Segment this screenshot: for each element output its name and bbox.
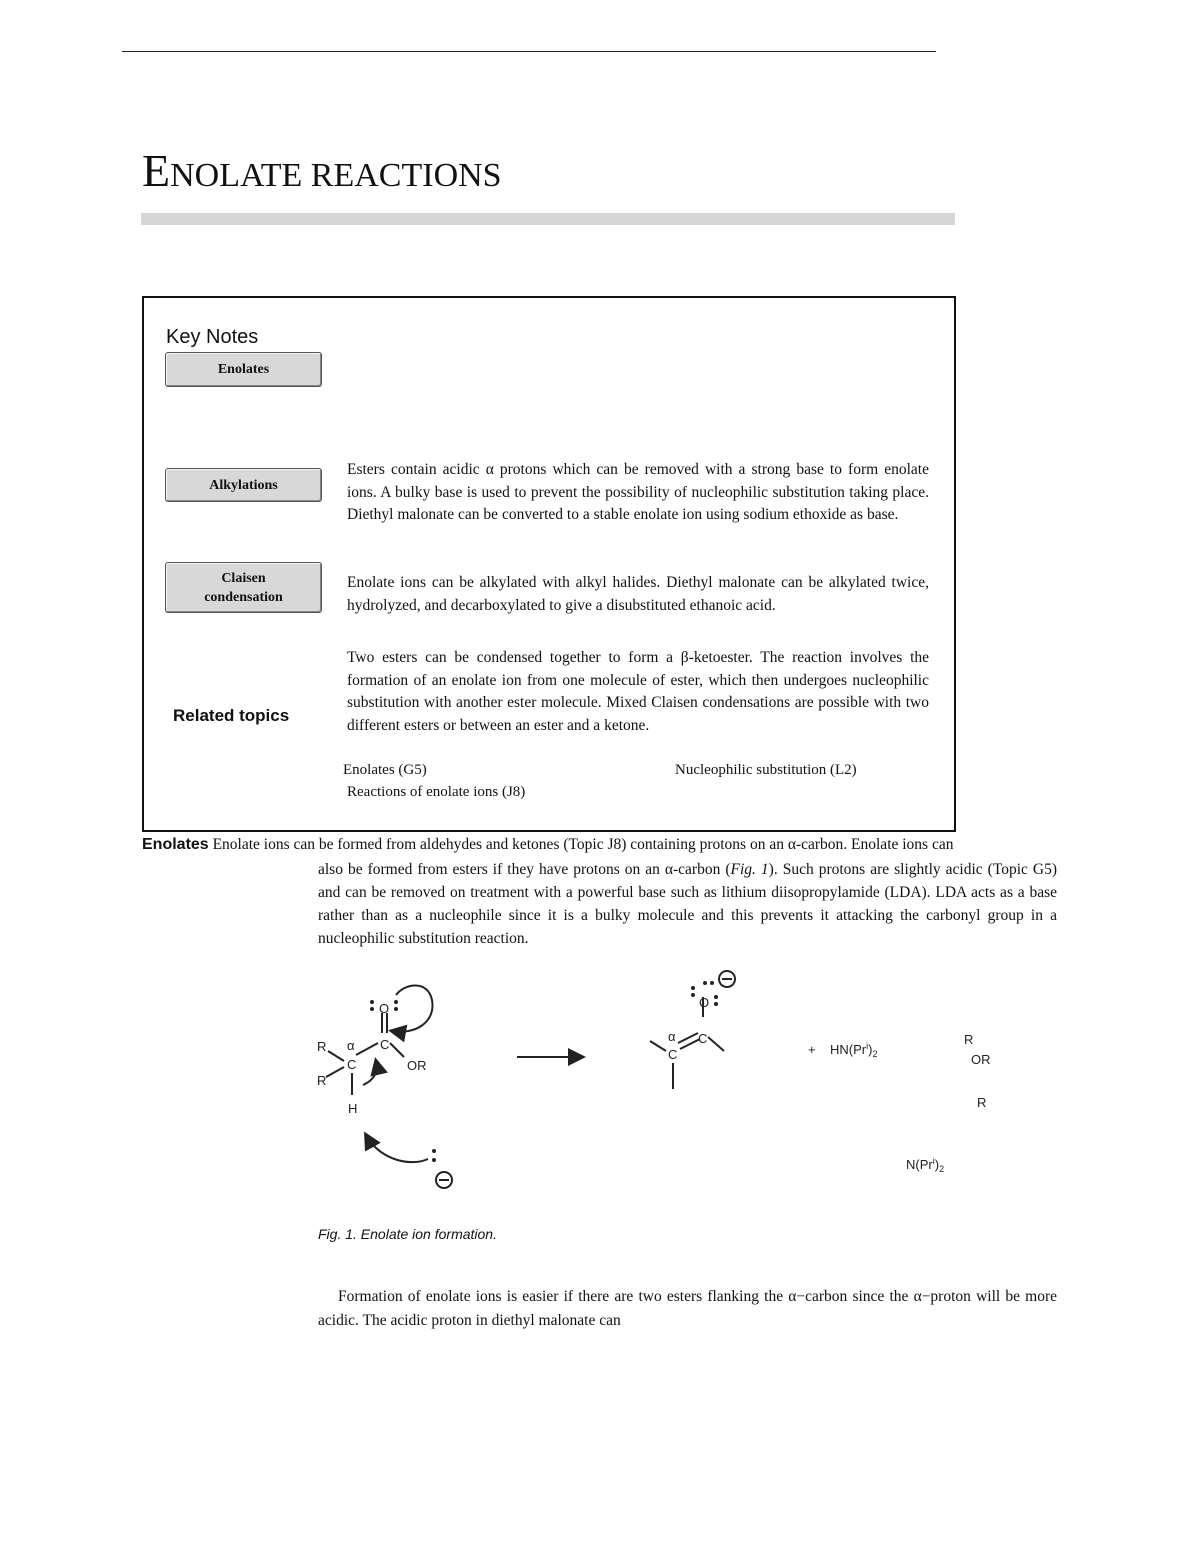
alkylations-button[interactable]: Alkylations	[165, 468, 322, 502]
bond	[708, 1037, 724, 1051]
enolates-button[interactable]: Enolates	[165, 352, 322, 387]
atom-label: C	[347, 1057, 357, 1072]
atom-label: C	[668, 1047, 678, 1062]
bond	[328, 1051, 344, 1061]
atom-label: R	[964, 1032, 974, 1047]
top-rule	[122, 51, 936, 52]
enolate-formation-figure	[300, 955, 1020, 1205]
bond	[650, 1041, 666, 1051]
atom-label: α	[668, 1029, 676, 1044]
page-title: ENOLATE REACTIONS	[142, 145, 502, 196]
section-lead-enolates: Enolates	[142, 836, 209, 853]
atom-label: R	[317, 1039, 327, 1054]
related-topic-link[interactable]: Nucleophilic substitution (L2)	[675, 762, 857, 778]
figure-reference[interactable]: Fig. 1	[730, 861, 769, 878]
body-paragraph: also be formed from esters if they have protons on an α-carbon (Fig. 1). Such protons are slightly acidic (Topic G5) and can be removed on treatment with a powerful base such as lithium diisopropylamide (LDA). LDA acts as a base rather than as a nucleophile since it is a bulky molecule and this prevents it attacking the carbonyl group in a nucleophilic substitution reaction.	[318, 861, 1057, 947]
note-enolates: Esters contain acidic α protons which can be removed with a strong base to form enolate ions. A bulky base is used to prevent the possibility of nucleophilic substitution taking place. Diethyl malonate can be converted to a stable enolate ion using sodium ethoxide as base.	[347, 461, 929, 523]
atom-label: H	[348, 1101, 358, 1116]
atom-label: O	[699, 995, 710, 1010]
related-topics-heading: Related topics	[173, 706, 290, 725]
atom-label: O	[379, 1001, 390, 1016]
atom-label: α	[347, 1038, 355, 1053]
body-paragraph: Formation of enolate ions is easier if there are two esters flanking the α−carbon since the α−proton will be more acidic. The acidic proton in diethyl malonate can	[318, 1288, 1057, 1329]
claisen-condensation-button[interactable]: Claisen condensation	[165, 562, 322, 613]
lda-base: $N(Pr^i)_2$	[906, 1156, 945, 1174]
figure-caption: Fig. 1. Enolate ion formation.	[318, 1226, 497, 1242]
curved-arrow-icon	[363, 1061, 377, 1085]
title-bar	[141, 213, 955, 225]
related-topic-link[interactable]: Enolates (G5)	[343, 762, 427, 778]
note-alkylations: Enolate ions can be alkylated with alkyl halides. Diethyl malonate can be alkylated twice, hydrolyzed, and decarboxylated to give a disubstituted ethanoic acid.	[347, 574, 929, 614]
atom-label: R	[317, 1073, 327, 1088]
note-claisen: Two esters can be condensed together to form a β-ketoester. The reaction involves the formation of an enolate ion from one molecule of ester, which then undergoes nucleophilic substitution with another ester molecule. Mixed Claisen condensations are possible with two different esters or between an ester and a ketone.	[347, 649, 929, 734]
body-paragraph-first-line: Enolates Enolate ions can be formed from aldehydes and ketones (Topic J8) containing protons on an α-carbon. Enolate ions can	[142, 836, 954, 853]
curved-arrow-icon	[366, 1135, 428, 1162]
related-topic-link[interactable]: Reactions of enolate ions (J8)	[347, 784, 526, 800]
atom-label: R	[977, 1095, 987, 1110]
bond	[390, 1043, 404, 1057]
bond	[356, 1043, 378, 1055]
curved-arrow-icon	[392, 985, 432, 1031]
bond	[326, 1067, 344, 1077]
atom-label: C	[380, 1037, 390, 1052]
atom-label: OR	[407, 1058, 427, 1073]
atom-label: C	[698, 1031, 708, 1046]
product-amine: $HN(Pr^i)_2$	[830, 1041, 878, 1059]
plus-sign: +	[808, 1042, 816, 1057]
key-notes-heading: Key Notes	[166, 326, 259, 348]
atom-label: OR	[971, 1052, 991, 1067]
